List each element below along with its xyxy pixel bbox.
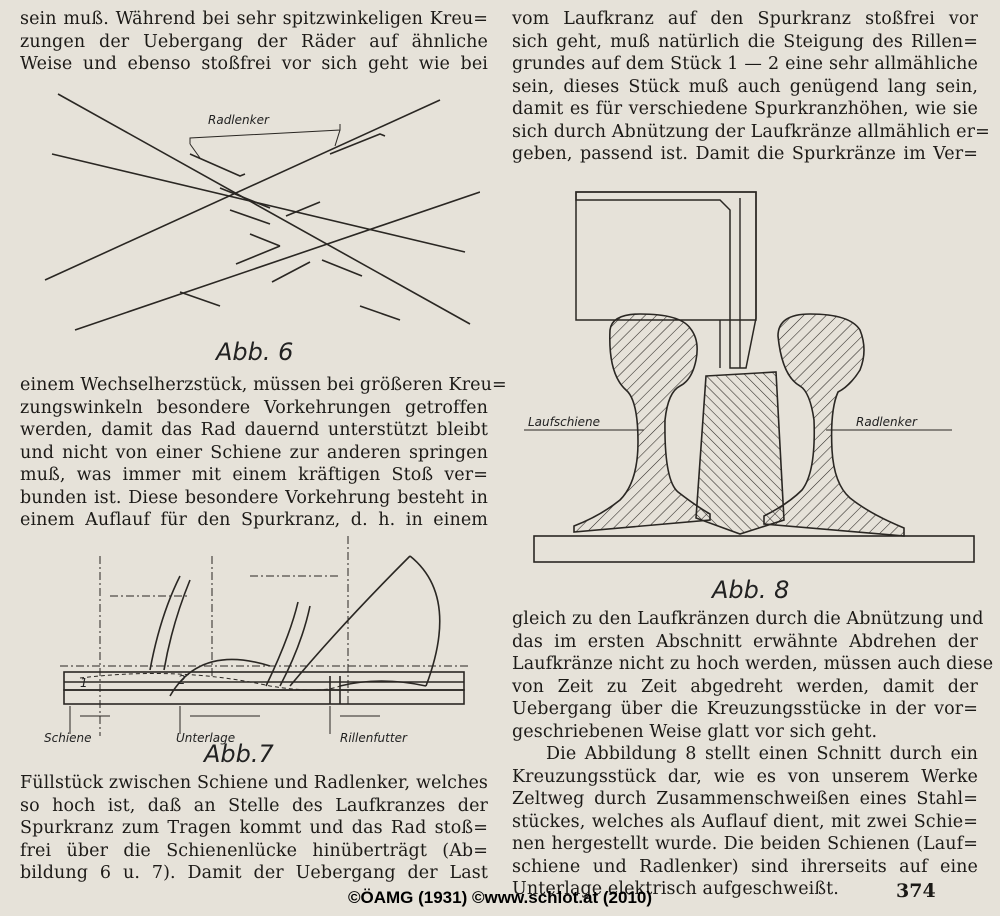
text-line: gleich zu den Laufkränzen durch die Abnützung und: [512, 609, 984, 629]
figure-7-mark-2: 2: [178, 673, 186, 687]
left-paragraph-1: [20, 8, 488, 76]
text-line: muß, was immer mit einem kräftigen Stoß ver=: [20, 465, 488, 485]
figure-6-label-radlenker: Radlenker: [208, 113, 269, 127]
figure-8-label-radlenker: Radlenker: [856, 415, 917, 429]
text-line: Zeltweg durch Zusammenschweißen eines Stahl=: [512, 789, 978, 809]
figure-8: [520, 180, 980, 576]
text-line: zungen der Uebergang der Räder auf ähnliche: [20, 31, 488, 52]
text-line: geschriebenen Weise glatt vor sich geht.: [512, 721, 878, 742]
text-line: einem Auflauf für den Spurkranz, d. h. in einem: [20, 510, 488, 530]
text-line: das im ersten Abschnitt erwähnte Abdrehen der: [512, 631, 978, 652]
text-line: und nicht von einer Schiene zur anderen springen: [20, 442, 488, 463]
text-line: sein, dieses Stück muß auch genügend lang sein,: [512, 76, 978, 97]
figure-7-label-unterlage: Unterlage: [176, 731, 236, 745]
text-line: sich geht, muß natürlich die Steigung des Rillen=: [512, 31, 978, 52]
text-line: Uebergang über die Kreuzungsstücke in der vor=: [512, 699, 978, 719]
left-paragraph-3: [20, 772, 488, 885]
figure-6-caption: Abb. 6: [216, 338, 294, 366]
text-line: so hoch ist, daß an Stelle des Laufkranzes der: [20, 795, 488, 816]
right-paragraph-3: [512, 743, 978, 901]
text-line: nen hergestellt wurde. Die beiden Schienen (Lauf=: [512, 834, 978, 854]
right-paragraph-2: [512, 608, 994, 743]
text-line: sein muß. Während bei sehr spitzwinkeligen Kreu=: [20, 9, 488, 29]
text-line: Spurkranz zum Tragen kommt und das Rad stoß=: [20, 818, 488, 838]
text-line: stückes, welches als Auflauf dient, mit zwei Schie=: [512, 811, 978, 832]
figure-7-label-schiene: Schiene: [44, 731, 92, 745]
text-line: Laufkränze nicht zu hoch werden, müssen auch diese: [512, 654, 994, 674]
text-line: Füllstück zwischen Schiene und Radlenker, welches: [20, 773, 488, 793]
figure-7-label-rillenfutter: Rillenfutter: [340, 731, 407, 745]
text-line: werden, damit das Rad dauernd unterstützt bleibt: [20, 420, 488, 440]
page-number: 374: [896, 880, 936, 902]
text-line: geben, passend ist. Damit die Spurkränze im Ver=: [512, 144, 978, 164]
text-line: damit es für verschiedene Spurkranzhöhen, wie sie: [512, 99, 978, 119]
figure-7-mark-1: 1: [80, 676, 88, 690]
figure-7-caption: Abb.7: [204, 740, 274, 768]
text-line: bildung 6 u. 7). Damit der Uebergang der Last: [20, 863, 488, 883]
left-paragraph-2: [20, 374, 507, 532]
text-line: vom Laufkranz auf den Spurkranz stoßfrei vor: [512, 9, 978, 29]
copyright-notice: ©ÖAMG (1931) ©www.schlot.at (2010): [347, 888, 653, 907]
text-line: von Zeit zu Zeit abgedreht werden, damit der: [512, 676, 978, 697]
text-line: Weise und ebenso stoßfrei vor sich geht wie bei: [20, 54, 488, 74]
text-line: schiene und Radlenker) sind ihrerseits auf eine: [512, 856, 978, 877]
figure-8-label-laufschiene: Laufschiene: [528, 415, 601, 429]
text-line: einem Wechselherzstück, müssen bei größeren Kreu=: [20, 375, 507, 395]
text-line: sich durch Abnützung der Laufkränze allmählich er=: [512, 121, 990, 142]
text-line: bunden ist. Diese besondere Vorkehrung besteht in: [20, 487, 488, 508]
text-line: Kreuzungsstück dar, wie es von unserem Werke: [512, 766, 978, 787]
text-line: Die Abbildung 8 stellt einen Schnitt durch ein: [546, 744, 978, 764]
text-line: frei über die Schienenlücke hinüberträgt (Ab=: [20, 840, 488, 861]
text-line: Unterlage elektrisch aufgeschweißt.: [512, 879, 839, 899]
figure-6: [40, 84, 480, 334]
text-line: grundes auf dem Stück 1 — 2 eine sehr allmähliche: [512, 54, 978, 74]
text-line: zungswinkeln besondere Vorkehrungen getroffen: [20, 397, 488, 418]
right-paragraph-1: [512, 8, 990, 166]
figure-8-caption: Abb. 8: [712, 576, 790, 604]
